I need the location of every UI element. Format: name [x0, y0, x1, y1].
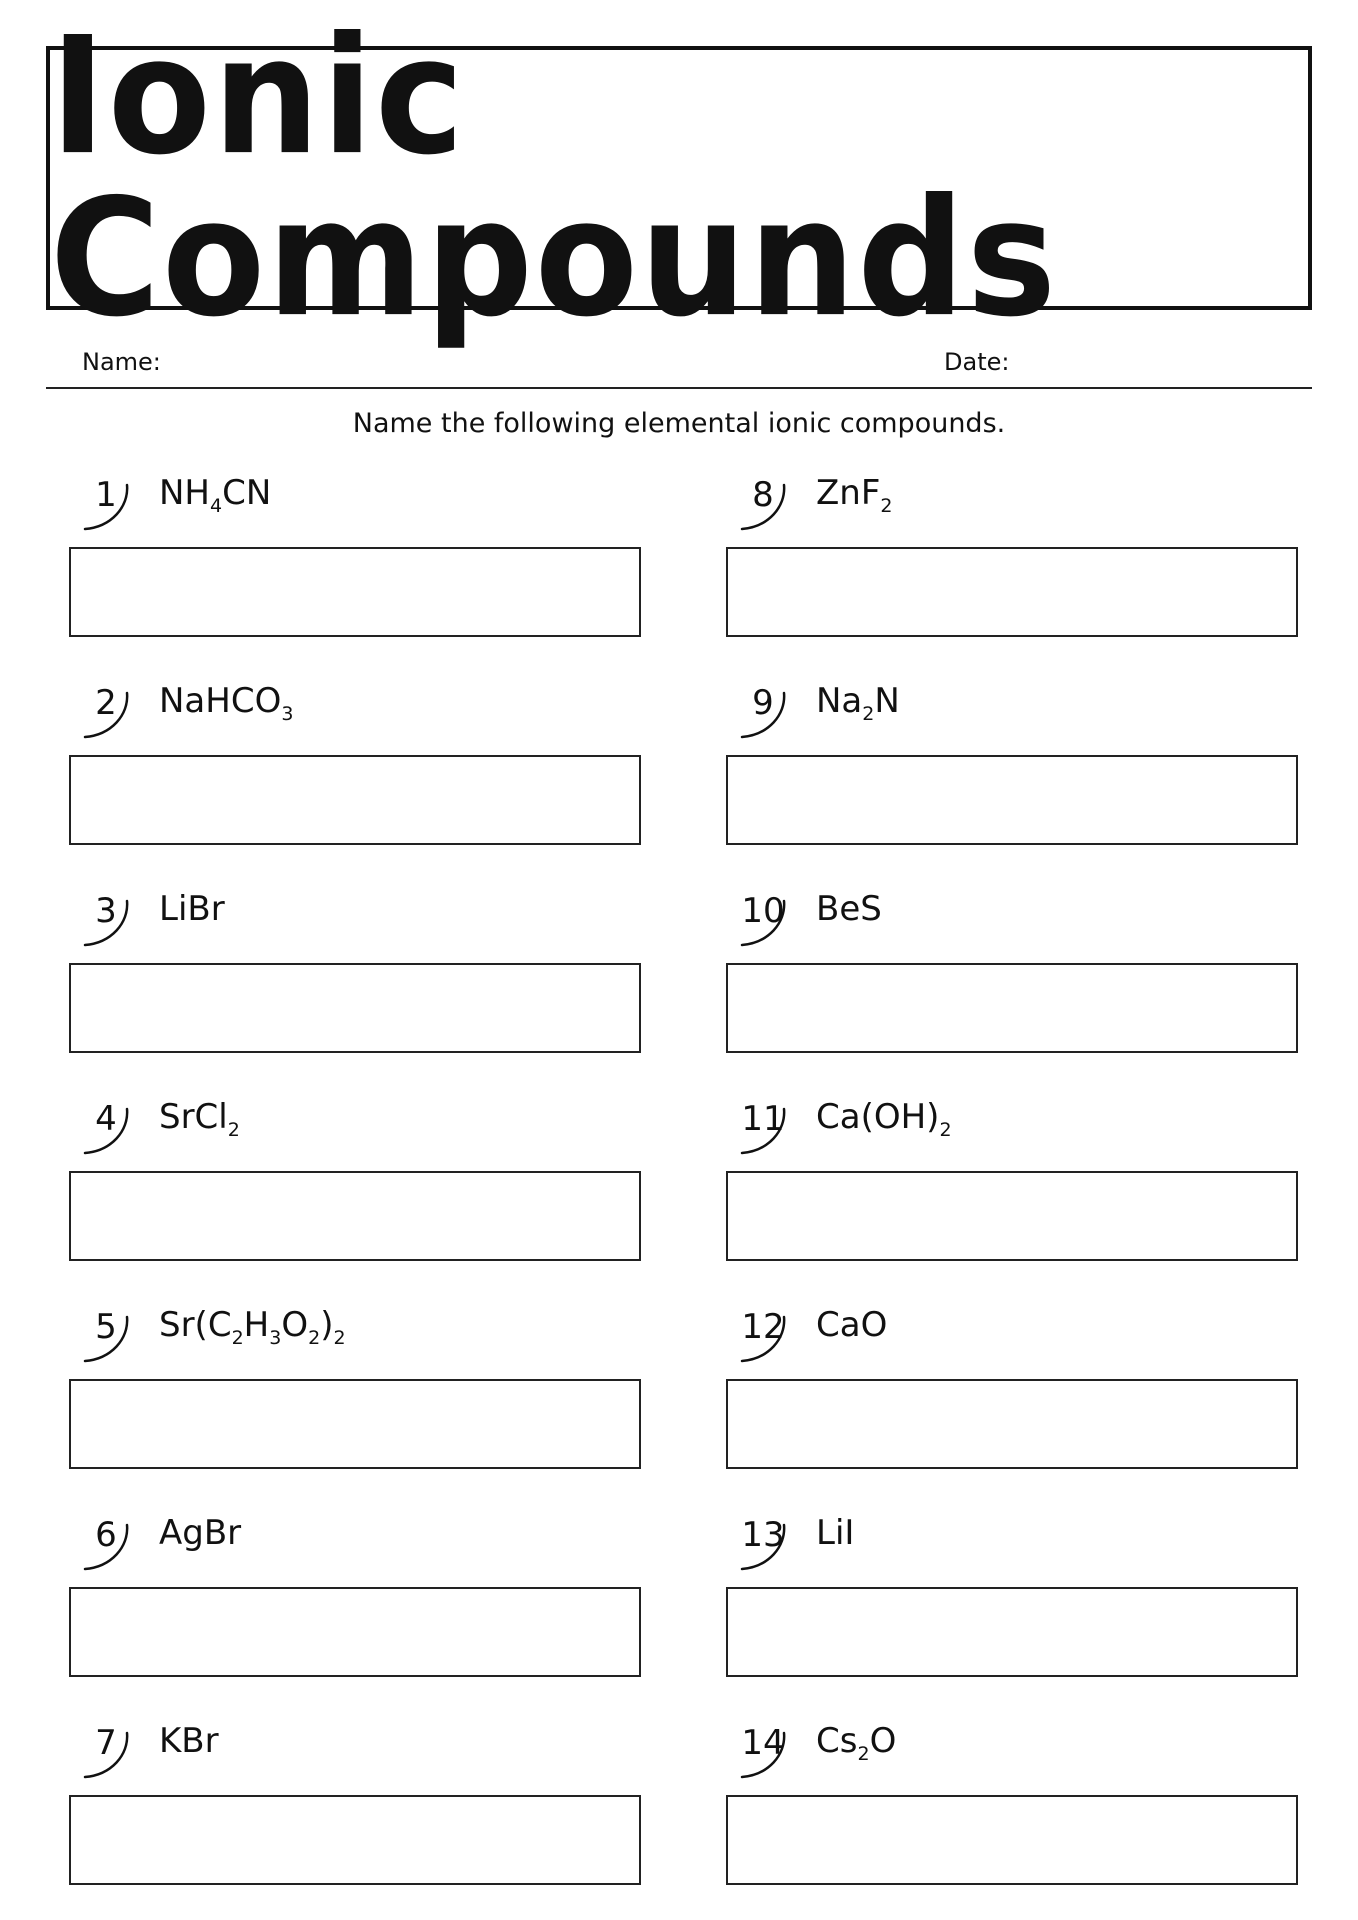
question-number: 6: [95, 1515, 117, 1555]
question-13: [726, 1513, 1298, 1703]
answer-box[interactable]: [726, 1587, 1298, 1677]
question-4: [69, 1097, 641, 1287]
question-number: 12: [741, 1307, 785, 1347]
chemical-formula: SrCl$_2$: [159, 1097, 240, 1141]
question-5: [69, 1305, 641, 1495]
question-number: 9: [752, 683, 774, 723]
answer-box[interactable]: [69, 1379, 641, 1469]
chemical-formula: LiBr: [159, 889, 225, 929]
answer-box[interactable]: [726, 547, 1298, 637]
answer-box[interactable]: [69, 755, 641, 845]
date-label: Date:: [944, 348, 1010, 376]
question-number: 4: [95, 1099, 117, 1139]
question-3: [69, 889, 641, 1079]
question-11: [726, 1097, 1298, 1287]
answer-box[interactable]: [69, 1587, 641, 1677]
question-8: [726, 473, 1298, 663]
answer-box[interactable]: [726, 1795, 1298, 1885]
chemical-formula: CaO: [816, 1305, 888, 1345]
number-arc-icon: [81, 685, 141, 745]
name-label: Name:: [82, 348, 161, 376]
question-14: [726, 1721, 1298, 1911]
question-2: [69, 681, 641, 871]
number-arc-icon: [738, 1517, 798, 1577]
chemical-formula: $Sr(C_2H_3O_2)_2$: [159, 1305, 346, 1349]
number-arc-icon: [738, 1725, 798, 1785]
answer-box[interactable]: [726, 1379, 1298, 1469]
answer-box[interactable]: [726, 755, 1298, 845]
answer-box[interactable]: [69, 1795, 641, 1885]
header-rule: [46, 387, 1312, 389]
chemical-formula: KBr: [159, 1721, 219, 1761]
question-number: 10: [741, 891, 785, 931]
question-number: 8: [752, 475, 774, 515]
answer-box[interactable]: [726, 963, 1298, 1053]
number-arc-icon: [81, 1101, 141, 1161]
question-12: [726, 1305, 1298, 1495]
chemical-formula: $NH_4CN$: [159, 473, 272, 517]
question-number: 5: [95, 1307, 117, 1347]
number-arc-icon: [738, 893, 798, 953]
chemical-formula: LiI: [816, 1513, 855, 1553]
answer-box[interactable]: [69, 1171, 641, 1261]
question-number: 2: [95, 683, 117, 723]
chemical-formula: $Ca(OH)_2$: [816, 1097, 952, 1141]
question-number: 14: [741, 1723, 785, 1763]
chemical-formula: ZnF$_2$: [816, 473, 893, 517]
question-1: [69, 473, 641, 663]
number-arc-icon: [81, 1517, 141, 1577]
chemical-formula: BeS: [816, 889, 882, 929]
chemical-formula: AgBr: [159, 1513, 242, 1553]
question-9: [726, 681, 1298, 871]
number-arc-icon: [81, 1725, 141, 1785]
chemical-formula: NaHCO$_3$: [159, 681, 294, 725]
number-arc-icon: [81, 1309, 141, 1369]
number-arc-icon: [738, 685, 798, 745]
title-box: [46, 3, 1312, 353]
question-7: [69, 1721, 641, 1911]
instruction-text: Name the following elemental ionic compounds.: [352, 408, 1006, 439]
number-arc-icon: [81, 893, 141, 953]
page-title: Ionic Compounds: [50, 3, 1059, 353]
answer-box[interactable]: [69, 547, 641, 637]
question-number: 11: [741, 1099, 785, 1139]
number-arc-icon: [81, 477, 141, 537]
number-arc-icon: [738, 477, 798, 537]
chemical-formula: $Cs_2O$: [816, 1721, 897, 1765]
question-number: 13: [741, 1515, 785, 1555]
question-number: 3: [95, 891, 117, 931]
question-number: 7: [95, 1723, 117, 1763]
answer-box[interactable]: [726, 1171, 1298, 1261]
question-6: [69, 1513, 641, 1703]
question-10: [726, 889, 1298, 1079]
answer-box[interactable]: [69, 963, 641, 1053]
number-arc-icon: [738, 1309, 798, 1369]
question-number: 1: [95, 475, 117, 515]
chemical-formula: $Na_2N$: [816, 681, 900, 725]
number-arc-icon: [738, 1101, 798, 1161]
